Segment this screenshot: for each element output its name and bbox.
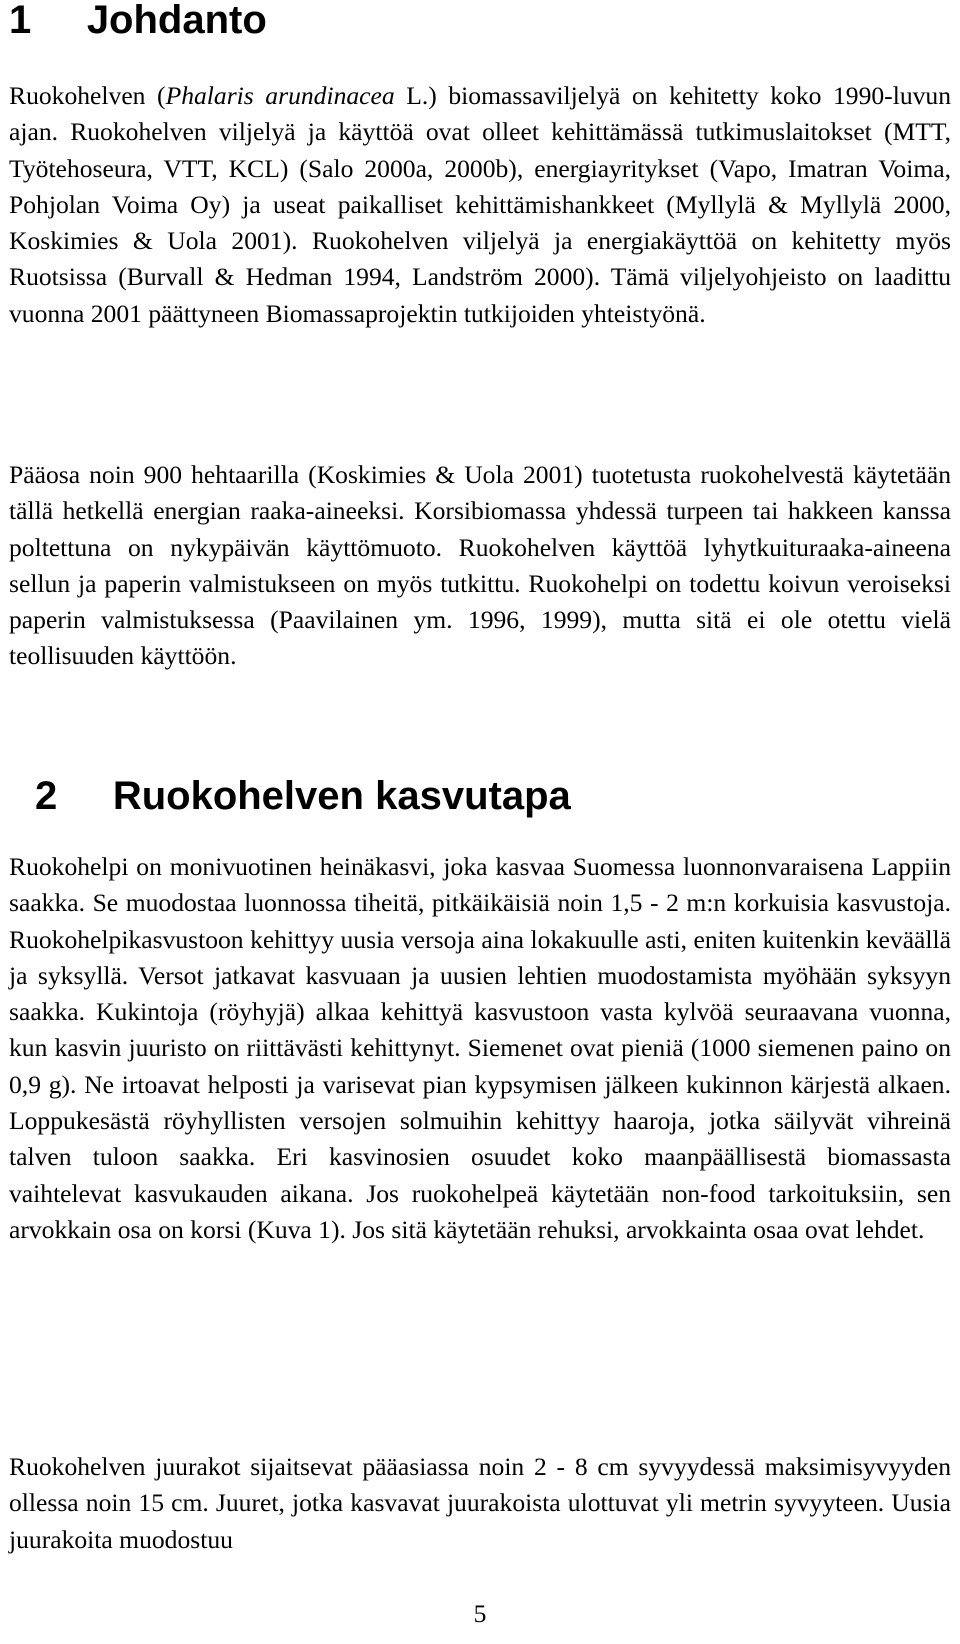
paragraph-intro-start: Ruokohelven (	[9, 81, 166, 110]
section-heading-2: 2 Ruokohelven kasvutapa	[35, 774, 571, 818]
section-heading-1: 1 Johdanto	[9, 0, 267, 42]
paragraph-intro-rest: L.) biomassaviljelyä on kehitetty koko 1990-luvun ajan. Ruokohelven viljelyä ja käyttöä ovat olleet kehittämässä tutkimuslaitokset (MTT, Työtehoseura, VTT, KCL) (Salo 2000a, 2000b), energiayritykset (Vapo, Imatran Voima, Pohjolan Voima Oy) ja useat paikalliset kehittämishankkeet (Myllylä & Myllylä 2000, Koskimies & Uola 2001). Ruokohelven viljelyä ja energiakäyttöä on kehitetty myös Ruotsissa (Burvall & Hedman 1994, Landström 2000). Tämä viljelyohjeisto on laadittu vuonna 2001 päättyneen Biomassaprojektin tutkijoiden yhteistyönä.	[9, 81, 952, 328]
paragraph-rhizomes: Ruokohelven juurakot sijaitsevat pääasiassa noin 2 - 8 cm syvyydessä maksimisyvyyden ollessa noin 15 cm. Juuret, jotka kasvavat juurakoista ulottuvat yli metrin syvyyteen. Uusia juurakoita muodostuu	[9, 1452, 951, 1554]
species-name: Phalaris arundinacea	[165, 81, 395, 110]
page-number: 5	[473, 1599, 487, 1628]
paragraph-usage: Pääosa noin 900 hehtaarilla (Koskimies & Uola 2001) tuotetusta ruokohelvestä käytetään tällä hetkellä energian raaka-aineeksi. Korsibiomassa yhdessä turpeen tai hakkeen kanssa poltettuna on nykypäivän käyttömuoto. Ruokohelven käyttöä lyhytkuituraaka-aineena sellun ja paperin valmistukseen on myös tutkittu. Ruokohelpi on todettu koivun veroiseksi paperin valmistuksessa (Paavilainen ym. 1996, 1999), mutta sitä ei ole otettu vielä teollisuuden käyttöön.	[9, 460, 951, 671]
paragraph-intro	[9, 78, 951, 332]
paragraph-growth: Ruokohelpi on monivuotinen heinäkasvi, joka kasvaa Suomessa luonnonvaraisena Lappiin saakka. Se muodostaa luonnossa tiheitä, pitkäikäisiä noin 1,5 - 2 m:n korkuisia kasvustoja. Ruokohelpikasvustoon kehittyy uusia versoja aina lokakuulle asti, eniten kuitenkin keväällä ja syksyllä. Versot jatkavat kasvuaan ja uusien lehtien muodostamista myöhään syksyyn saakka. Kukintoja (röyhyjä) alkaa kehittyä kasvustoon vasta kylvöä seuraavana vuonna, kun kasvin juuristo on riittävästi kehittynyt. Siemenet ovat pieniä (1000 siemenen paino on 0,9 g). Ne irtoavat helposti ja varisevat pian kypsymisen jälkeen kukinnon kärjestä alkaen. Loppukesästä röyhyllisten versojen solmuihin kehittyy haaroja, jotka säilyvät vihreinä talven tuloon saakka. Eri kasvinosien osuudet koko maanpäällisestä biomassasta vaihtelevat kasvukauden aikana. Jos ruokohelpeä käytetään non-food tarkoituksiin, sen arvokkain osa on korsi (Kuva 1). Jos sitä käytetään rehuksi, arvokkainta osaa ovat lehdet.	[9, 852, 951, 1244]
